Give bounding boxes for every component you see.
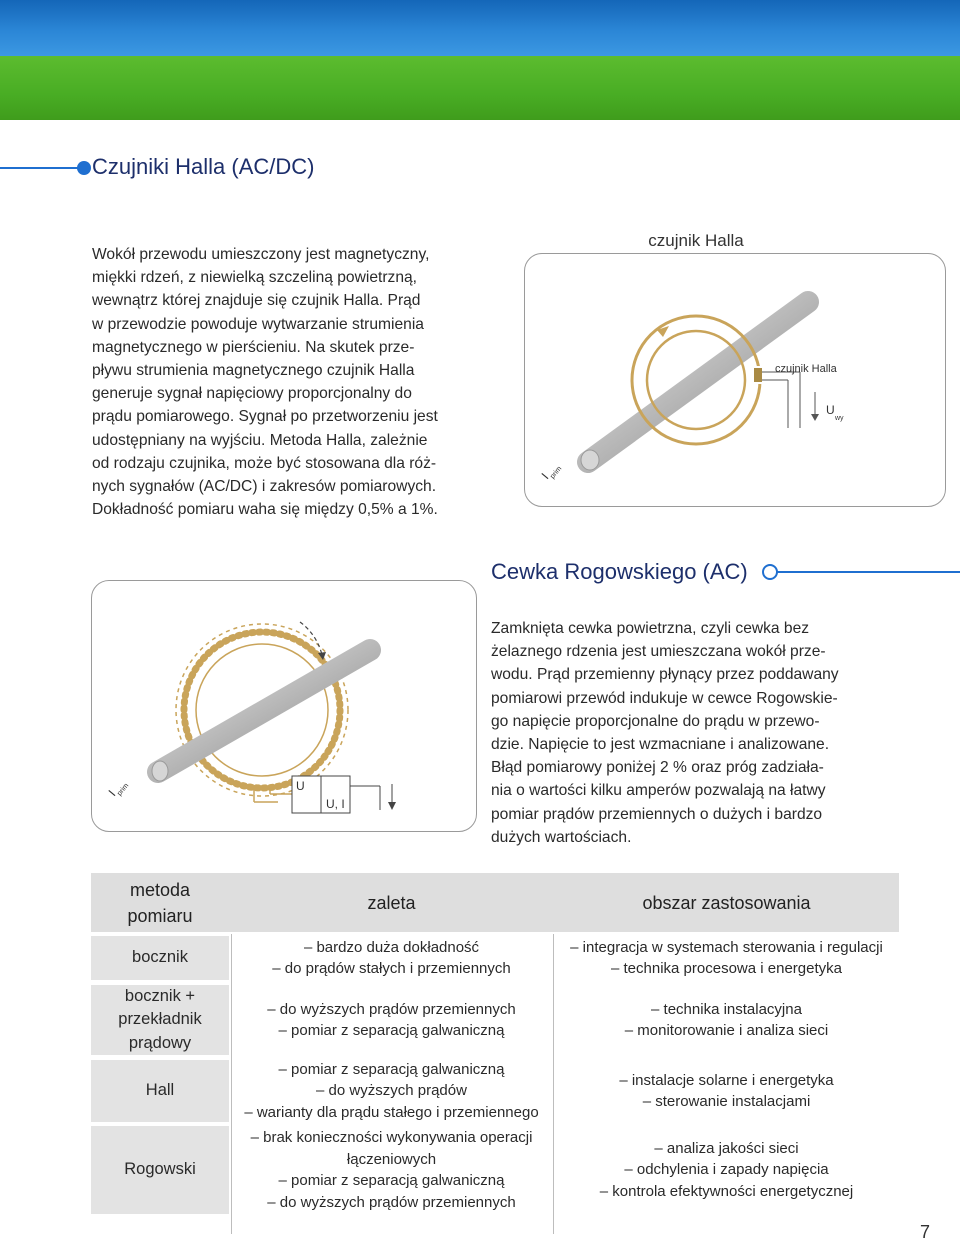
rogowski-section-title: Cewka Rogowskiego (AC) xyxy=(491,559,748,584)
table-row-method: bocznik xyxy=(91,936,229,980)
hall-line: Wokół przewodu umieszczony jest magnetyczny, xyxy=(92,246,430,263)
rogowski-line: żelaznego rdzenia jest umieszczana wokół prze- xyxy=(491,643,826,661)
table-row-advantage: – do wyższych prądów przemiennych – pomiar z separacją galwaniczną xyxy=(267,1000,516,1039)
table-row-method: bocznik + przekładnik prądowy xyxy=(91,985,229,1055)
rogowski-line: pomiarowi przewód indukuje w cewce Rogowskie- xyxy=(491,689,838,707)
hall-output-symbol: U xyxy=(826,403,835,417)
rogowski-box-u: U xyxy=(296,779,305,793)
table-header-application: obszar zastosowania xyxy=(642,892,811,913)
hall-line: nych sygnałów (AC/DC) i zakresów pomiarowych. xyxy=(92,478,437,496)
hall-line: udostępniany na wyjściu. Metoda Halla, zależnie xyxy=(92,431,428,449)
rogowski-rod-end xyxy=(152,761,168,781)
rogowski-line: nia o wartości kilku amperów pozwalają na łatwy xyxy=(491,782,826,800)
hall-line: pływu strumienia magnetycznego czujnik Halla xyxy=(92,362,415,380)
rogowski-box-ui: U, I xyxy=(326,797,345,811)
rogowski-current-sub: prim xyxy=(116,782,131,798)
hall-top-label: czujnik Halla xyxy=(648,231,744,250)
hall-section-title: Czujniki Halla (AC/DC) xyxy=(92,154,315,179)
table-row-advantage: – bardzo duża dokładność – do prądów stałych i przemiennych xyxy=(272,938,511,977)
table-row-application: – analiza jakości sieci – odchylenia i zapady napięcia – kontrola efektywności energetycznej xyxy=(599,1139,854,1200)
table-header-advantage: zaleta xyxy=(367,892,416,913)
rogowski-line: Zamknięta cewka powietrzna, czyli cewka bez xyxy=(491,620,810,637)
page-number: 7 xyxy=(920,1222,931,1242)
table-row-method: Hall xyxy=(91,1060,229,1122)
rogowski-line: Błąd pomiarowy poniżej 2 % oraz próg zadziała- xyxy=(491,759,824,777)
table-row-advantage: – pomiar z separacją galwaniczną – do wyższych prądów – warianty dla prądu stałego i przemiennego xyxy=(244,1060,539,1121)
hall-line: Dokładność pomiaru waha się między 0,5% a 1%. xyxy=(92,501,438,519)
hall-line: od rodzaju czujnika, może być stosowana dla róż- xyxy=(92,454,437,472)
table-header-method: metoda pomiaru xyxy=(127,879,193,926)
table-row-application: – integracja w systemach sterowania i regulacji – technika procesowa i energetyka xyxy=(570,938,883,977)
rogowski-line: pomiar prądów przemiennych o dużych i bardzo xyxy=(491,805,823,823)
rogowski-paragraph xyxy=(491,617,839,849)
hall-line: magnetycznego w pierścieniu. Na skutek prze- xyxy=(92,338,415,356)
rogowski-output-arrow-icon xyxy=(388,802,396,810)
hall-current-sub: prim xyxy=(549,465,564,481)
hall-line: wewnątrz której znajduje się czujnik Halla. Prąd xyxy=(92,292,421,310)
rogowski-line: dzie. Napięcie to jest wzmacniane i analizowane. xyxy=(491,736,830,754)
table-row-advantage: – brak konieczności wykonywania operacji łączeniowych – pomiar z separacją galwaniczną – do wyższych prądów przemiennych xyxy=(250,1129,533,1211)
rogowski-line: wodu. Prąd przemienny płynący przez poddawany xyxy=(491,666,839,684)
hall-line: w przewodzie powoduje wytwarzanie strumienia xyxy=(92,315,424,333)
rogowski-line: go napięcie proporcjonalne do prądu w przewo- xyxy=(491,712,820,730)
rogowski-current-symbol: I xyxy=(105,787,119,799)
hall-output-sub: wy xyxy=(835,415,844,422)
hall-line: generuje sygnał napięciowy proporcjonalny do xyxy=(92,385,412,403)
table-row-method: Rogowski xyxy=(91,1126,229,1214)
table-row-application: – instalacje solarne i energetyka – sterowanie instalacjami xyxy=(619,1071,834,1110)
table-row-application: – technika instalacyjna – monitorowanie i analiza sieci xyxy=(624,1000,829,1039)
rogowski-line: dużych wartościach. xyxy=(491,828,632,846)
hall-inner-label: czujnik Halla xyxy=(775,363,837,375)
hall-line: prądu pomiarowego. Sygnał po przetworzeniu jest xyxy=(92,408,438,426)
hall-line: miękki rdzeń, z niewielką szczeliną powietrzną, xyxy=(92,269,418,287)
hall-current-symbol: I xyxy=(538,470,552,482)
